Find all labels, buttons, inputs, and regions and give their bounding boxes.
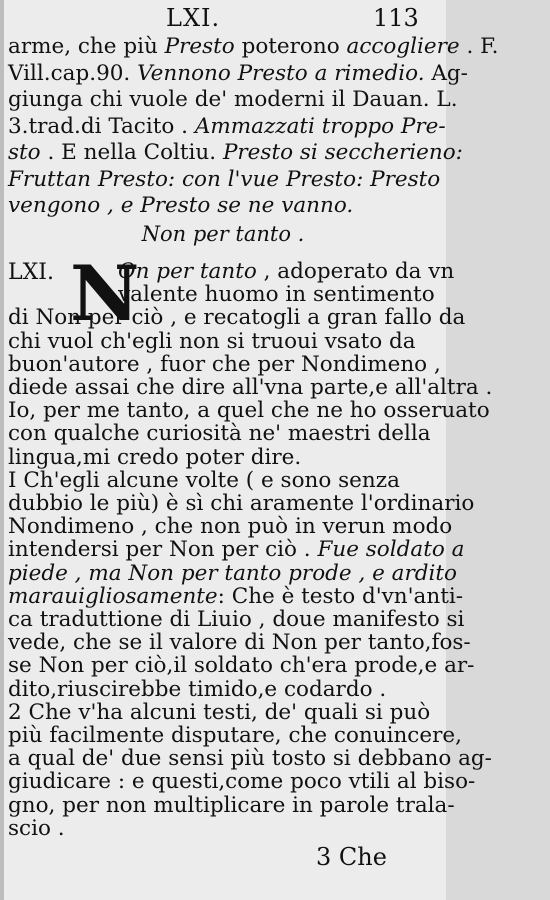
text-segment: lingua,mi credo poter dire. <box>8 444 302 470</box>
text-segment: Ag- <box>424 60 468 86</box>
text-segment: chi vuol ch'egli non si truoui vsato da <box>8 328 416 354</box>
text-line <box>8 191 440 220</box>
text-segment: buon'autore , fuor che per Nondimeno , <box>8 351 441 377</box>
text-segment: di Non per ciò , e recatogli a gran fallo da <box>8 305 466 331</box>
text-segment: con qualche curiosità ne' maestri della <box>8 421 431 447</box>
text-segment: giudicare : e questi,come poco vtili al biso- <box>8 769 476 795</box>
text-segment: 2 Che v'ha alcuni testi, de' quali si può <box>8 699 431 725</box>
text-segment: ca traduttione di Liuio , doue manifesto si <box>8 607 465 632</box>
text-segment: poterono <box>234 34 347 59</box>
text-line <box>8 32 499 61</box>
italic-text-segment: Presto <box>164 34 235 59</box>
text-segment: . E nella Coltiu. <box>40 140 223 165</box>
text-segment: , adoperato da vn <box>256 259 455 284</box>
text-line <box>8 59 468 88</box>
drop-cap-initial: N <box>70 249 140 338</box>
italic-text-segment: Presto si seccherieno: <box>222 140 463 165</box>
italic-text-segment: Ammazzati troppo Pre- <box>194 113 446 139</box>
italic-text-segment: marauigliosamente <box>8 583 218 609</box>
text-segment: 3.trad.di Tacito . <box>8 113 195 139</box>
text-segment: : Che è testo d'vn'anti- <box>217 583 464 609</box>
text-segment: più facilmente disputare, che conuincere, <box>8 723 462 748</box>
text-line <box>8 85 458 114</box>
text-segment: se Non per ciò,il soldato ch'era prode,e ar- <box>8 653 475 679</box>
text-segment: gno, per non multiplicare in parole trala- <box>8 792 455 818</box>
running-header <box>0 2 446 36</box>
text-segment: scio . <box>8 815 65 841</box>
text-segment: valente huomo in sentimento <box>118 282 435 308</box>
italic-text-segment: Vennono Presto a rimedio. <box>137 60 425 86</box>
text-segment: Vill.cap.90. <box>8 60 138 86</box>
chapter-label: LXI. <box>8 260 54 285</box>
text-segment: dito,riuscirebbe timido,e codardo . <box>8 676 387 702</box>
text-line <box>8 138 463 167</box>
italic-text-segment: Fue soldato a <box>317 537 465 563</box>
text-segment: giunga chi vuole de' moderni il Dauan. L. <box>8 87 458 112</box>
text-segment: dubbio le più) è sì chi aramente l'ordinario <box>8 491 475 516</box>
text-line <box>8 814 440 843</box>
text-line <box>8 165 440 194</box>
text-segment: intendersi per Non per ciò . <box>8 537 318 563</box>
italic-text-segment: vengono , e Presto se ne vanno. <box>8 193 354 218</box>
italic-text-segment: piede , ma Non per tanto prode , e ardito <box>8 560 458 586</box>
text-segment: Io, per me tanto, a quel che ne ho osseruato <box>8 398 490 424</box>
text-segment: Nondimeno , che non può in verun modo <box>8 514 453 540</box>
catchword: 3 Che <box>316 843 387 871</box>
italic-text-segment: Fruttan Presto: con l'vue Presto: Presto <box>8 166 441 192</box>
italic-text-segment: sto <box>8 140 41 165</box>
section-title: Non per tanto . <box>141 222 305 246</box>
chapter-number: LXI. <box>166 4 221 32</box>
text-segment: arme, che più <box>8 34 165 59</box>
text-segment: . F. <box>459 34 499 59</box>
page-number: 113 <box>373 4 419 32</box>
text-segment: a qual de' due sensi più tosto si debbano ag- <box>8 746 492 772</box>
italic-text-segment: On per tanto <box>118 259 257 284</box>
text-segment: vede, che se il valore di Non per tanto,fos- <box>8 630 471 656</box>
text-segment: diede assai che dire all'vna parte,e all'altra . <box>8 375 493 400</box>
text-segment: I Ch'egli alcune volte ( e sono senza <box>8 467 400 493</box>
italic-text-segment: accogliere <box>346 34 460 59</box>
text-line <box>8 112 446 141</box>
